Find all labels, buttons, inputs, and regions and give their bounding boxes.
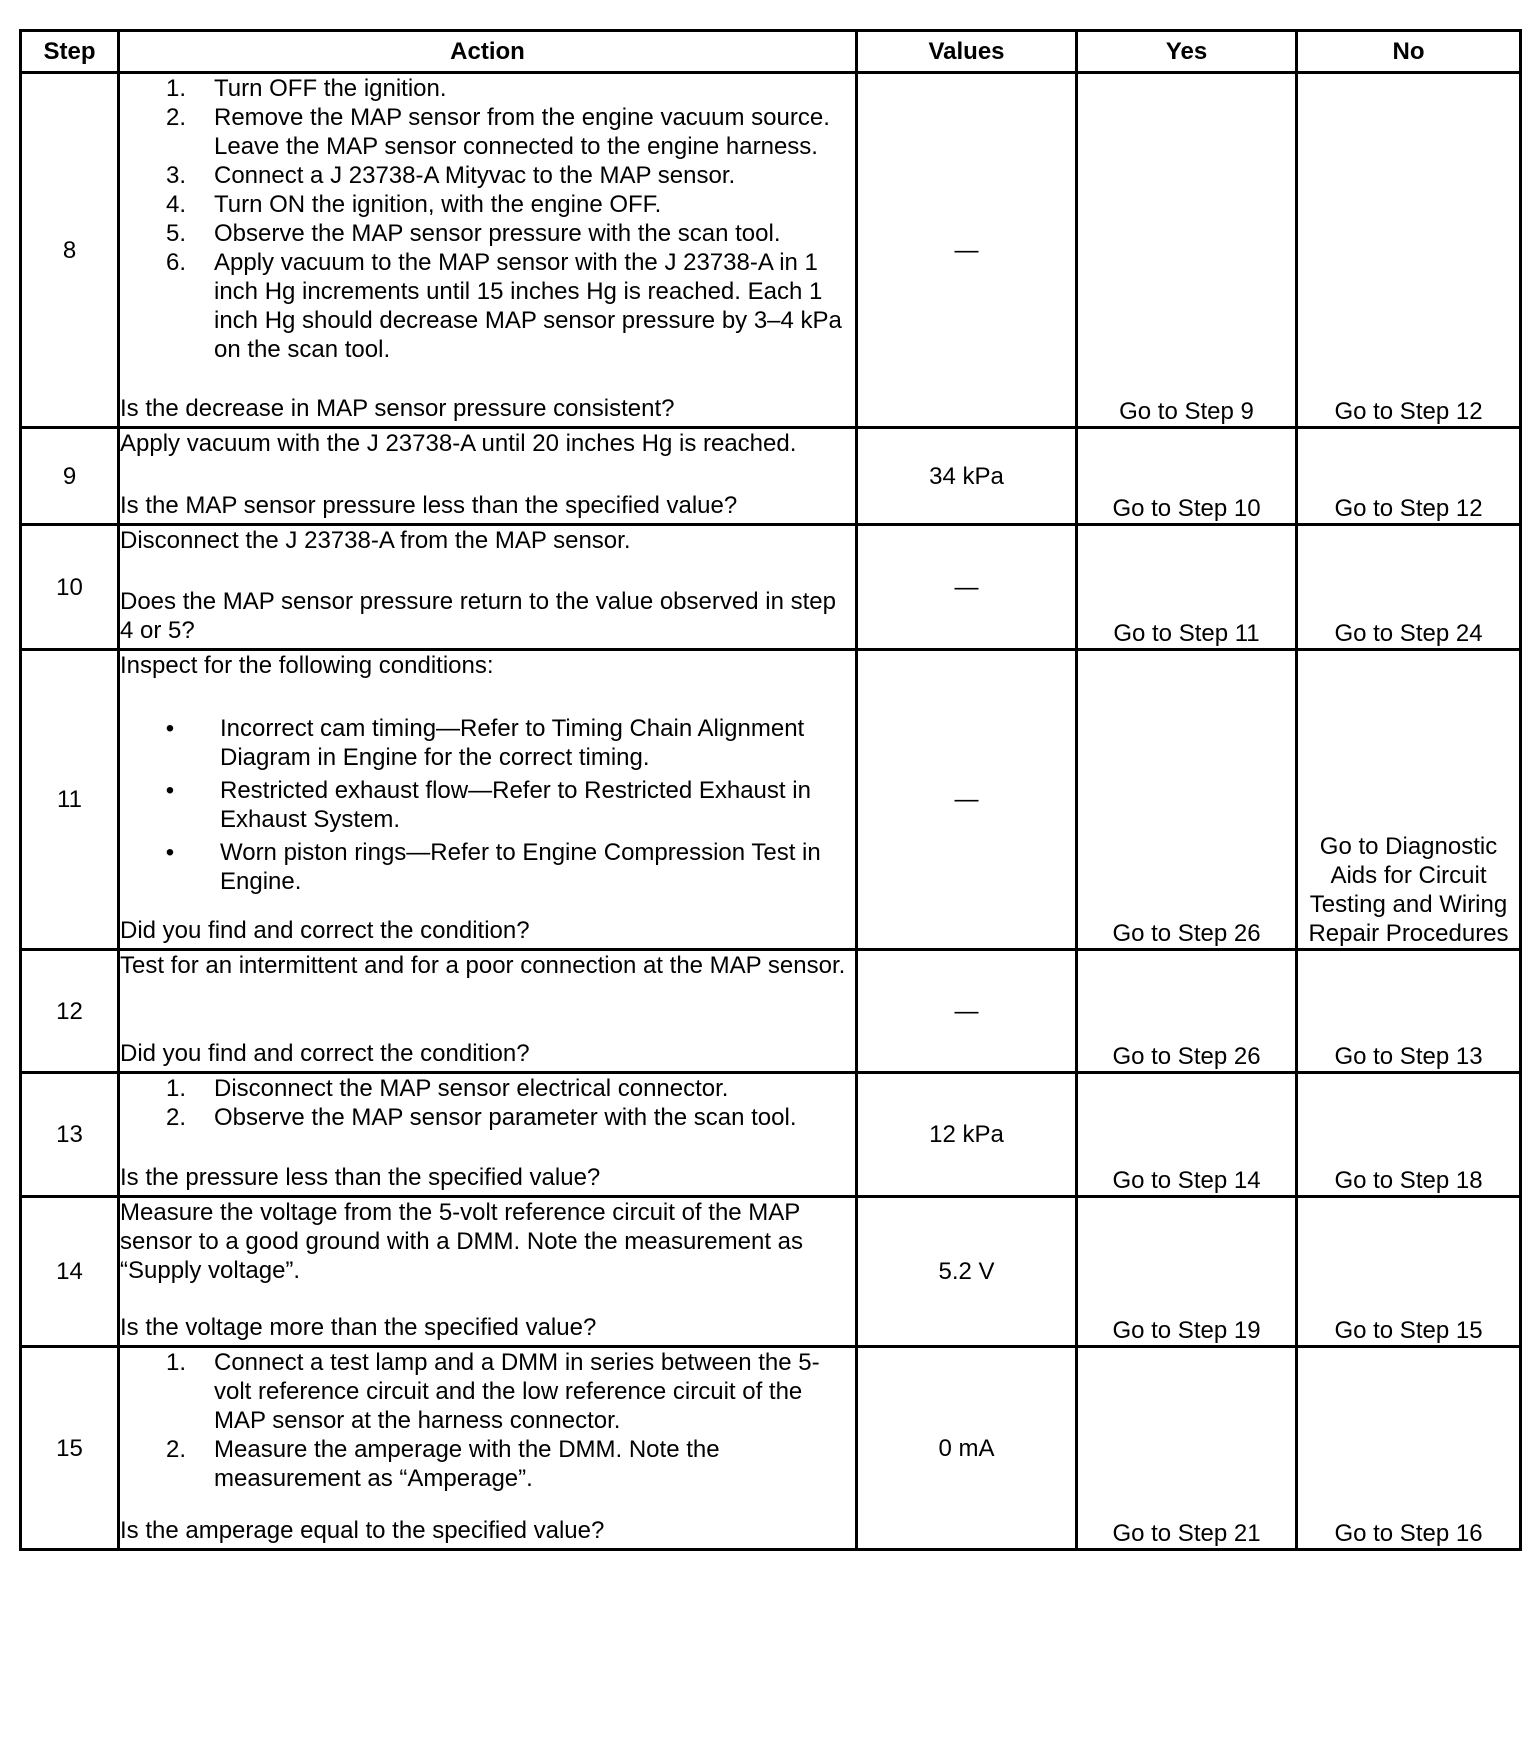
list-item bbox=[120, 714, 855, 772]
no-cell: Go to Step 15 bbox=[1297, 1197, 1521, 1347]
action-question: Did you find and correct the condition? bbox=[120, 917, 530, 944]
list-item-text: Remove the MAP sensor from the engine vacuum source. Leave the MAP sensor connected to the engine harness. bbox=[214, 104, 830, 160]
yes-cell: Go to Step 26 bbox=[1077, 950, 1297, 1073]
list-item-number: 2. bbox=[166, 104, 187, 131]
no-cell: Go to Step 12 bbox=[1297, 73, 1521, 428]
list-item-number: 2. bbox=[166, 1436, 187, 1463]
list-item bbox=[120, 1348, 855, 1435]
no-cell: Go to Diagnostic Aids for Circuit Testing and Wiring Repair Procedures bbox=[1297, 650, 1521, 950]
action-cell bbox=[119, 1073, 857, 1197]
procedure-list bbox=[120, 1074, 855, 1132]
table-row bbox=[21, 1347, 1521, 1550]
list-item-text: Disconnect the MAP sensor electrical connector. bbox=[214, 1075, 729, 1102]
list-item bbox=[120, 248, 855, 364]
yes-cell: Go to Step 11 bbox=[1077, 525, 1297, 650]
header-no: No bbox=[1297, 31, 1521, 73]
value-cell: — bbox=[857, 73, 1077, 428]
table-row bbox=[21, 428, 1521, 525]
list-item bbox=[120, 776, 855, 834]
value-cell: — bbox=[857, 650, 1077, 950]
list-item-number: 1. bbox=[166, 75, 187, 102]
action-intro: Test for an intermittent and for a poor connection at the MAP sensor. bbox=[120, 952, 846, 979]
diagnostic-table bbox=[19, 29, 1522, 1551]
bullet-icon: • bbox=[165, 839, 175, 866]
list-item-number: 6. bbox=[166, 249, 187, 276]
list-item bbox=[120, 161, 855, 190]
value-cell: — bbox=[857, 525, 1077, 650]
value-cell: 0 mA bbox=[857, 1347, 1077, 1550]
list-item bbox=[120, 219, 855, 248]
list-item-text: Connect a test lamp and a DMM in series between the 5-volt reference circuit and the low reference circuit of the MAP sensor at the harness connector. bbox=[214, 1349, 820, 1434]
bullet-icon: • bbox=[165, 777, 175, 804]
list-item bbox=[120, 74, 855, 103]
action-question: Did you find and correct the condition? bbox=[120, 1040, 530, 1067]
yes-cell: Go to Step 10 bbox=[1077, 428, 1297, 525]
value-cell: — bbox=[857, 950, 1077, 1073]
action-intro: Disconnect the J 23738-A from the MAP sensor. bbox=[120, 527, 631, 554]
action-cell bbox=[119, 73, 857, 428]
step-number: 12 bbox=[21, 950, 119, 1073]
yes-cell: Go to Step 21 bbox=[1077, 1347, 1297, 1550]
yes-cell: Go to Step 26 bbox=[1077, 650, 1297, 950]
value-cell: 12 kPa bbox=[857, 1073, 1077, 1197]
list-item-number: 3. bbox=[166, 162, 187, 189]
list-item bbox=[120, 1074, 855, 1103]
list-item bbox=[120, 1435, 855, 1493]
yes-cell: Go to Step 9 bbox=[1077, 73, 1297, 428]
procedure-list bbox=[120, 1348, 855, 1493]
table-row bbox=[21, 1197, 1521, 1347]
list-item-number: 1. bbox=[166, 1349, 187, 1376]
step-number: 8 bbox=[21, 73, 119, 428]
list-item bbox=[120, 838, 855, 896]
step-number: 11 bbox=[21, 650, 119, 950]
table-row bbox=[21, 525, 1521, 650]
list-item-text: Apply vacuum to the MAP sensor with the J 23738-A in 1 inch Hg increments until 15 inches Hg is reached. Each 1 inch Hg should decrease MAP sensor pressure by 3–4 kPa on the scan tool. bbox=[214, 249, 842, 363]
no-cell: Go to Step 16 bbox=[1297, 1347, 1521, 1550]
list-item-number: 1. bbox=[166, 1075, 187, 1102]
list-item-text: Worn piston rings—Refer to Engine Compression Test in Engine. bbox=[220, 839, 821, 895]
action-question: Is the amperage equal to the specified value? bbox=[120, 1517, 605, 1544]
list-item-text: Observe the MAP sensor parameter with the scan tool. bbox=[214, 1104, 797, 1131]
step-number: 15 bbox=[21, 1347, 119, 1550]
step-number: 9 bbox=[21, 428, 119, 525]
action-cell bbox=[119, 1347, 857, 1550]
bullet-icon: • bbox=[165, 715, 175, 742]
action-intro: Inspect for the following conditions: bbox=[120, 652, 494, 679]
action-cell bbox=[119, 428, 857, 525]
action-intro: Apply vacuum with the J 23738-A until 20 inches Hg is reached. bbox=[120, 430, 797, 457]
list-item-text: Turn ON the ignition, with the engine OFF. bbox=[214, 191, 662, 218]
list-item-text: Measure the amperage with the DMM. Note the measurement as “Amperage”. bbox=[214, 1436, 720, 1492]
step-number: 13 bbox=[21, 1073, 119, 1197]
action-question: Is the pressure less than the specified value? bbox=[120, 1164, 601, 1191]
action-intro: Measure the voltage from the 5-volt reference circuit of the MAP sensor to a good ground with a DMM. Note the measurement as “Supply voltage”. bbox=[120, 1199, 804, 1284]
list-item-text: Turn OFF the ignition. bbox=[214, 75, 447, 102]
no-cell: Go to Step 24 bbox=[1297, 525, 1521, 650]
table-row bbox=[21, 950, 1521, 1073]
action-cell bbox=[119, 650, 857, 950]
list-item-text: Restricted exhaust flow—Refer to Restricted Exhaust in Exhaust System. bbox=[220, 777, 811, 833]
procedure-list bbox=[120, 74, 855, 364]
list-item-text: Connect a J 23738-A Mityvac to the MAP sensor. bbox=[214, 162, 736, 189]
list-item bbox=[120, 103, 855, 161]
action-cell bbox=[119, 525, 857, 650]
table-row bbox=[21, 73, 1521, 428]
value-cell: 34 kPa bbox=[857, 428, 1077, 525]
list-item-number: 2. bbox=[166, 1104, 187, 1131]
action-question: Is the MAP sensor pressure less than the specified value? bbox=[120, 492, 738, 519]
list-item bbox=[120, 190, 855, 219]
no-cell: Go to Step 18 bbox=[1297, 1073, 1521, 1197]
yes-cell: Go to Step 14 bbox=[1077, 1073, 1297, 1197]
header-yes: Yes bbox=[1077, 31, 1297, 73]
list-item bbox=[120, 1103, 855, 1132]
no-cell: Go to Step 13 bbox=[1297, 950, 1521, 1073]
action-cell bbox=[119, 1197, 857, 1347]
action-question: Is the voltage more than the specified value? bbox=[120, 1314, 597, 1341]
yes-cell: Go to Step 19 bbox=[1077, 1197, 1297, 1347]
value-cell: 5.2 V bbox=[857, 1197, 1077, 1347]
step-number: 14 bbox=[21, 1197, 119, 1347]
table-row bbox=[21, 1073, 1521, 1197]
header-row bbox=[21, 31, 1521, 73]
table-row bbox=[21, 650, 1521, 950]
action-cell bbox=[119, 950, 857, 1073]
action-question: Does the MAP sensor pressure return to the value observed in step 4 or 5? bbox=[120, 588, 836, 644]
list-item-number: 4. bbox=[166, 191, 187, 218]
header-values: Values bbox=[857, 31, 1077, 73]
header-step: Step bbox=[21, 31, 119, 73]
action-question: Is the decrease in MAP sensor pressure consistent? bbox=[120, 395, 675, 422]
list-item-number: 5. bbox=[166, 220, 187, 247]
step-number: 10 bbox=[21, 525, 119, 650]
list-item-text: Incorrect cam timing—Refer to Timing Chain Alignment Diagram in Engine for the correct timing. bbox=[220, 715, 805, 771]
no-cell: Go to Step 12 bbox=[1297, 428, 1521, 525]
header-action: Action bbox=[119, 31, 857, 73]
condition-list bbox=[120, 714, 855, 900]
list-item-text: Observe the MAP sensor pressure with the scan tool. bbox=[214, 220, 781, 247]
